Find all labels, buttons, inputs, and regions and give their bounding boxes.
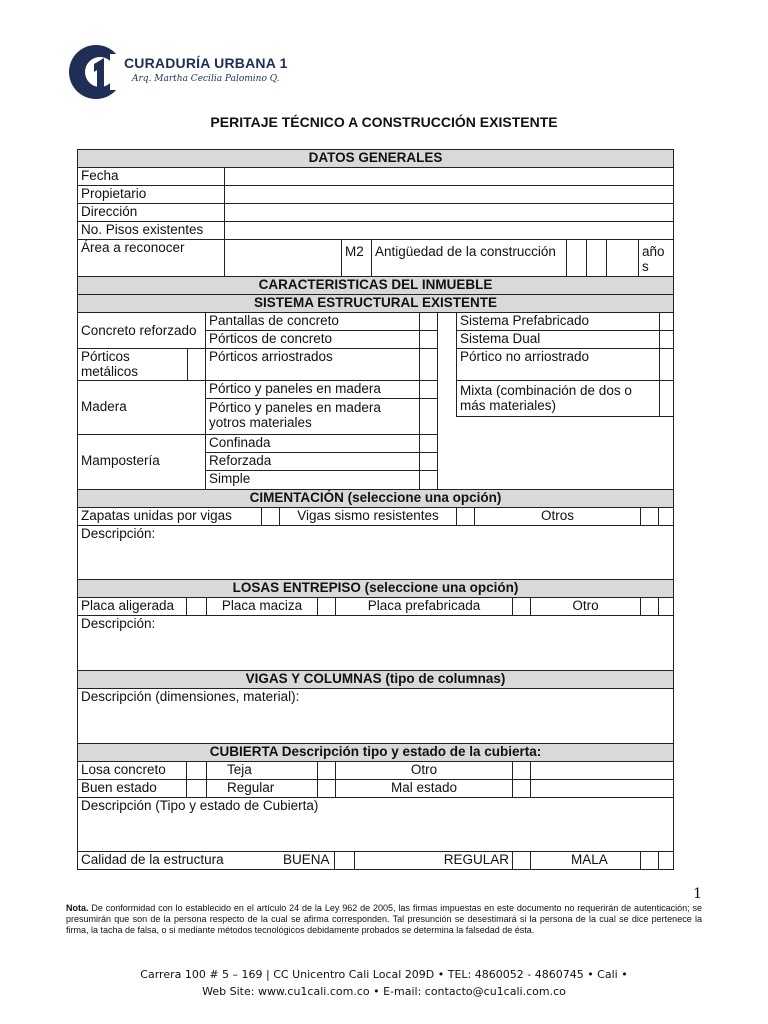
buena-label: BUENA (283, 852, 330, 867)
fecha-label: Fecha (77, 167, 225, 186)
teja-checkbox[interactable] (317, 761, 336, 780)
antiguedad-box-1[interactable] (566, 239, 587, 277)
mal-estado-label: Mal estado (335, 779, 513, 798)
portico-paneles-checkbox[interactable] (419, 380, 438, 399)
aligerada-checkbox[interactable] (186, 597, 207, 616)
cimentacion-header: CIMENTACIÓN (seleccione una opción) (77, 489, 674, 508)
zapatas-checkbox[interactable] (261, 507, 280, 526)
porticos-arriostrados-checkbox[interactable] (419, 348, 438, 381)
nota-label: Nota. (66, 903, 89, 913)
cubierta-otro-field[interactable] (530, 761, 674, 780)
cubierta-descripcion[interactable]: Descripción (Tipo y estado de Cubierta) (77, 797, 674, 852)
porticos-concreto-label: Pórticos de concreto (205, 330, 420, 349)
antiguedad-box-2[interactable] (586, 239, 607, 277)
maciza-label: Placa maciza (206, 597, 318, 616)
curaduria-logo-icon (66, 40, 130, 104)
porticos-arriostrados-label: Pórticos arriostrados (205, 348, 420, 381)
otros-extra-box (658, 507, 674, 526)
cubierta-otro-label: Otro (335, 761, 513, 780)
page-number: 1 (693, 886, 702, 902)
nota-text: De conformidad con lo establecido en el artículo 24 de la Ley 962 de 2005, las firmas impuestas en este documento no requerirán de autenticación; se presumirán que son de la persona respecto de la cual se afirma corresponden. Tal presunción se desestimará si la persona de la cual se dice pertenece la firma, la tacha de falsa, o si mediante métodos tecnológicos debidamente probados se determina la falsedad de ésta. (66, 903, 702, 935)
zapatas-label: Zapatas unidas por vigas (77, 507, 262, 526)
confinada-checkbox[interactable] (419, 434, 438, 453)
vigas-sismo-label: Vigas sismo resistentes (279, 507, 457, 526)
regular-q-checkbox[interactable] (512, 851, 531, 870)
simple-checkbox[interactable] (419, 470, 438, 490)
otros-label: Otros (474, 507, 641, 526)
dual-checkbox[interactable] (659, 330, 674, 349)
vigas-descripcion[interactable]: Descripción (dimensiones, material): (77, 688, 674, 744)
no-arriostrado-label: Pórtico no arriostrado (456, 348, 660, 381)
antiguedad-box-3[interactable] (606, 239, 639, 277)
buena-checkbox[interactable] (334, 851, 355, 870)
mal-estado-checkbox[interactable] (512, 779, 531, 798)
simple-label: Simple (205, 470, 420, 490)
pantallas-checkbox[interactable] (419, 312, 438, 331)
losas-otro-checkbox[interactable] (640, 597, 659, 616)
direccion-label: Dirección (77, 203, 225, 222)
aligerada-label: Placa aligerada (77, 597, 187, 616)
datos-generales-header: DATOS GENERALES (77, 149, 674, 168)
reforzada-label: Reforzada (205, 452, 420, 471)
reforzada-checkbox[interactable] (419, 452, 438, 471)
portico-paneles-otros-checkbox[interactable] (419, 398, 438, 435)
prefabricado-label: Sistema Prefabricado (456, 312, 660, 331)
concreto-reforzado-label: Concreto reforzado (77, 312, 206, 349)
mal-estado-extra (530, 779, 674, 798)
prefabricada-checkbox[interactable] (512, 597, 531, 616)
losa-concreto-label: Losa concreto (77, 761, 187, 780)
mixta-checkbox[interactable] (659, 380, 674, 417)
porticos-metalicos-checkbox[interactable] (187, 348, 206, 381)
nota-paragraph (66, 903, 702, 936)
pisos-label: No. Pisos existentes (77, 221, 225, 240)
mixta-label: Mixta (combinación de dos o más materiales) (456, 380, 660, 417)
footer-address: Carrera 100 # 5 – 169 | CC Unicentro Cali Local 209D • TEL: 4860052 - 4860745 • Cali • (140, 968, 628, 981)
cimentacion-descripcion[interactable]: Descripción: (77, 525, 674, 580)
losa-concreto-checkbox[interactable] (186, 761, 207, 780)
pantallas-label: Pantallas de concreto (205, 312, 420, 331)
porticos-concreto-checkbox[interactable] (419, 330, 438, 349)
regular-label: Regular (206, 779, 318, 798)
pisos-field[interactable] (224, 221, 674, 240)
prefabricada-label: Placa prefabricada (335, 597, 513, 616)
otros-checkbox[interactable] (640, 507, 659, 526)
cubierta-otro-checkbox[interactable] (512, 761, 531, 780)
antiguedad-label: Antigüedad de la construcción (371, 239, 567, 277)
direccion-field[interactable] (224, 203, 674, 222)
area-field[interactable] (224, 239, 342, 277)
maciza-checkbox[interactable] (317, 597, 336, 616)
prefabricado-checkbox[interactable] (659, 312, 674, 331)
losas-descripcion[interactable]: Descripción: (77, 615, 674, 671)
calidad-label (77, 851, 335, 870)
portico-paneles-label: Pórtico y paneles en madera (205, 380, 420, 399)
mala-label: MALA (530, 851, 641, 870)
fecha-field[interactable] (224, 167, 674, 186)
vigas-columnas-header: VIGAS Y COLUMNAS (tipo de columnas) (77, 670, 674, 689)
document-title: PERITAJE TÉCNICO A CONSTRUCCIÓN EXISTENTE (210, 114, 558, 130)
logo-signature: Arq. Martha Cecilia Palomino Q. (132, 74, 280, 84)
regular-checkbox[interactable] (317, 779, 336, 798)
sistema-estructural-header: SISTEMA ESTRUCTURAL EXISTENTE (77, 294, 674, 313)
losas-extra-box (658, 597, 674, 616)
m2-label: M2 (341, 239, 372, 277)
losas-header: LOSAS ENTREPISO (seleccione una opción) (77, 579, 674, 598)
cubierta-header: CUBIERTA Descripción tipo y estado de la cubierta: (77, 743, 674, 762)
area-label: Área a reconocer (77, 239, 225, 277)
dual-label: Sistema Dual (456, 330, 660, 349)
vigas-sismo-checkbox[interactable] (456, 507, 475, 526)
caracteristicas-header: CARACTERISTICAS DEL INMUEBLE (77, 276, 674, 295)
anos-label: año s (638, 239, 674, 277)
buen-estado-label: Buen estado (77, 779, 187, 798)
footer-web: Web Site: www.cu1cali.com.co • E-mail: contacto@cu1cali.com.co (202, 985, 566, 998)
teja-label: Teja (206, 761, 318, 780)
calidad-text: Calidad de la estructura (81, 852, 224, 867)
portico-paneles-otros-label: Pórtico y paneles en madera yotros materiales (205, 398, 420, 435)
porticos-metalicos-label: Pórticos metálicos (77, 348, 188, 381)
regular-q-label: REGULAR (354, 851, 513, 870)
no-arriostrado-checkbox[interactable] (659, 348, 674, 381)
logo-title: CURADURÍA URBANA 1 (124, 55, 288, 71)
mamposteria-label: Mampostería (77, 434, 206, 490)
buen-estado-checkbox[interactable] (186, 779, 207, 798)
mala-checkbox[interactable] (640, 851, 659, 870)
propietario-field[interactable] (224, 185, 674, 204)
madera-label: Madera (77, 380, 206, 435)
losas-otro-label: Otro (530, 597, 641, 616)
mala-extra-box (658, 851, 674, 870)
propietario-label: Propietario (77, 185, 225, 204)
confinada-label: Confinada (205, 434, 420, 453)
